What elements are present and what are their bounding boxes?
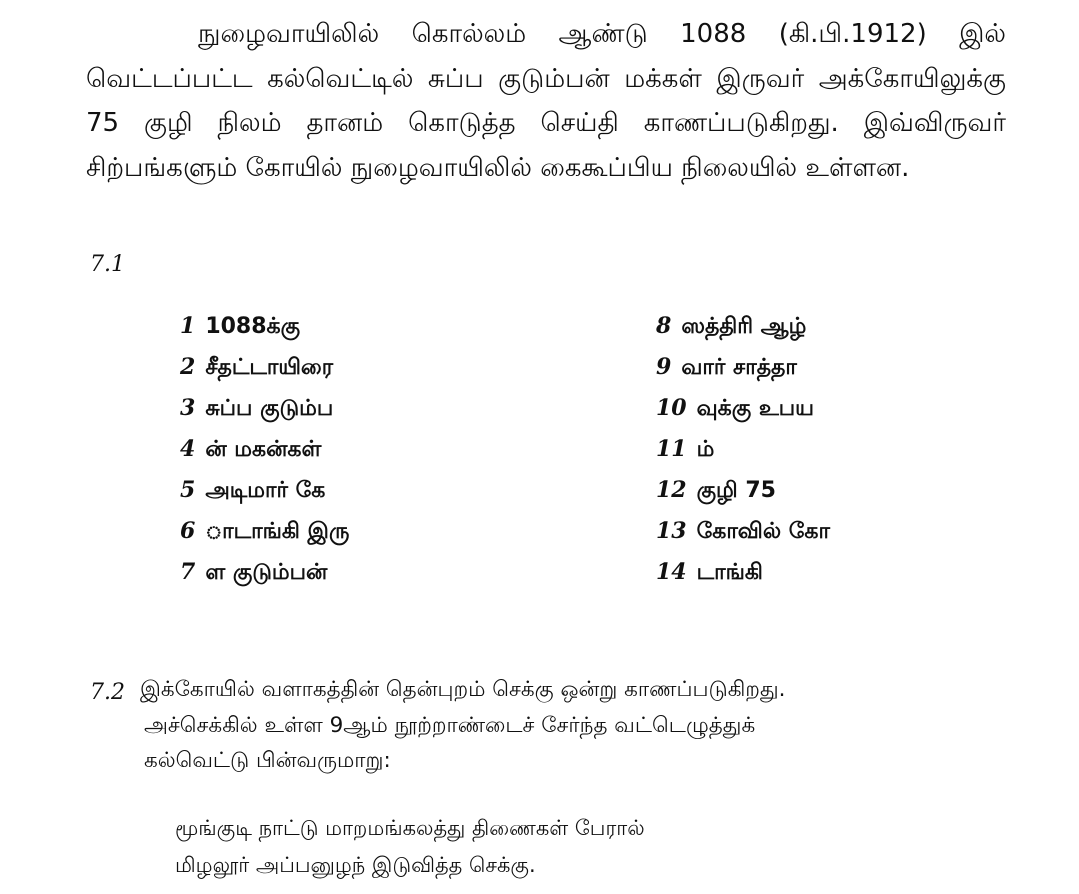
inscription-line: [180, 347, 349, 388]
line-text: டாங்கி: [696, 560, 763, 585]
inscription-line: [656, 470, 830, 511]
inscription-line: [656, 388, 830, 429]
inscription-line: [656, 347, 830, 388]
line-text: சுப்ப குடும்ப: [205, 396, 334, 421]
inscription-line: [180, 511, 349, 552]
section-7-2-line-2: அச்செக்கில் உள்ள 9ஆம் நூற்றாண்டைச் சேர்ந்த வட்டெழுத்துக்: [144, 712, 756, 738]
line-text: வார் சாத்தா: [681, 355, 797, 380]
line-text: ள குடும்பன்: [205, 560, 328, 585]
inscription-line: [656, 552, 830, 593]
inscription-left-column: [180, 306, 349, 593]
line-number: 4: [180, 436, 196, 462]
inscription-line: [656, 511, 830, 552]
inscription-line: [180, 429, 349, 470]
line-number: 9: [656, 354, 672, 380]
line-number: 7: [180, 559, 196, 585]
line-number: 1: [180, 313, 196, 339]
line-number: 5: [180, 477, 196, 503]
inscription-line: [180, 552, 349, 593]
line-number: 11: [656, 436, 687, 462]
line-number: 3: [180, 395, 196, 421]
line-text: குழி 75: [696, 478, 776, 503]
line-text: ன் மகன்கள்: [205, 437, 322, 462]
line-text: ம்: [696, 437, 715, 462]
line-text: அடிமார் கே: [205, 478, 326, 503]
line-number: 12: [656, 477, 687, 503]
section-7-2-line-3: கல்வெட்டு பின்வருமாறு:: [144, 748, 391, 773]
inscription-line: [180, 306, 349, 347]
line-text: ஸத்திரி ஆழ்: [681, 314, 807, 339]
line-number: 10: [656, 395, 687, 421]
quote-line-2: மிழலூர் அப்பனுழந் இடுவித்த செக்கு.: [175, 852, 536, 877]
line-number: 6: [180, 518, 196, 544]
intro-line-4: காணப்படுகிறது. இவ்விருவர் சிற்பங்களும் கோயில்: [86, 108, 1007, 183]
line-number: 13: [656, 518, 687, 544]
line-text: 1088க்கு: [205, 314, 301, 339]
inscription-quote: [175, 810, 645, 883]
line-text: ாடாங்கி இரு: [205, 519, 350, 544]
line-number: 2: [180, 354, 196, 380]
section-number-7-1: 7.1: [90, 252, 125, 277]
line-text: சீதட்டாயிரை: [205, 355, 334, 380]
inscription-line: [180, 470, 349, 511]
section-7-2-paragraph: [140, 672, 1000, 779]
intro-line-2: வெட்டப்பட்ட கல்வெட்டில் சுப்ப குடும்பன் மக்கள் இருவர்: [86, 63, 805, 94]
line-text: வுக்கு உபய: [696, 396, 815, 421]
inscription-line: [656, 429, 830, 470]
intro-line-5: நுழைவாயிலில் கைகூப்பிய நிலையில் உள்ளன.: [350, 152, 910, 183]
line-number: 8: [656, 313, 672, 339]
intro-paragraph: [86, 12, 1006, 190]
inscription-line: [180, 388, 349, 429]
section-number-7-2: 7.2: [90, 680, 125, 705]
inscription-line: [656, 306, 830, 347]
intro-line-1: நுழைவாயிலில் கொல்லம் ஆண்டு 1088 (கி.பி.1912) இல்: [198, 19, 1006, 49]
intro-line-3: அக்கோயிலுக்கு 75 குழி நிலம் தானம் கொடுத்த செய்தி: [86, 63, 1006, 138]
section-7-2-line-1: இக்கோயில் வளாகத்தின் தென்புறம் செக்கு ஒன்று காணப்படுகிறது.: [140, 677, 786, 702]
line-text: கோவில் கோ: [696, 519, 830, 544]
quote-line-1: மூங்குடி நாட்டு மாறமங்கலத்து திணைகள் பேரால்: [175, 816, 645, 840]
line-number: 14: [656, 559, 687, 585]
inscription-right-column: [656, 306, 830, 593]
